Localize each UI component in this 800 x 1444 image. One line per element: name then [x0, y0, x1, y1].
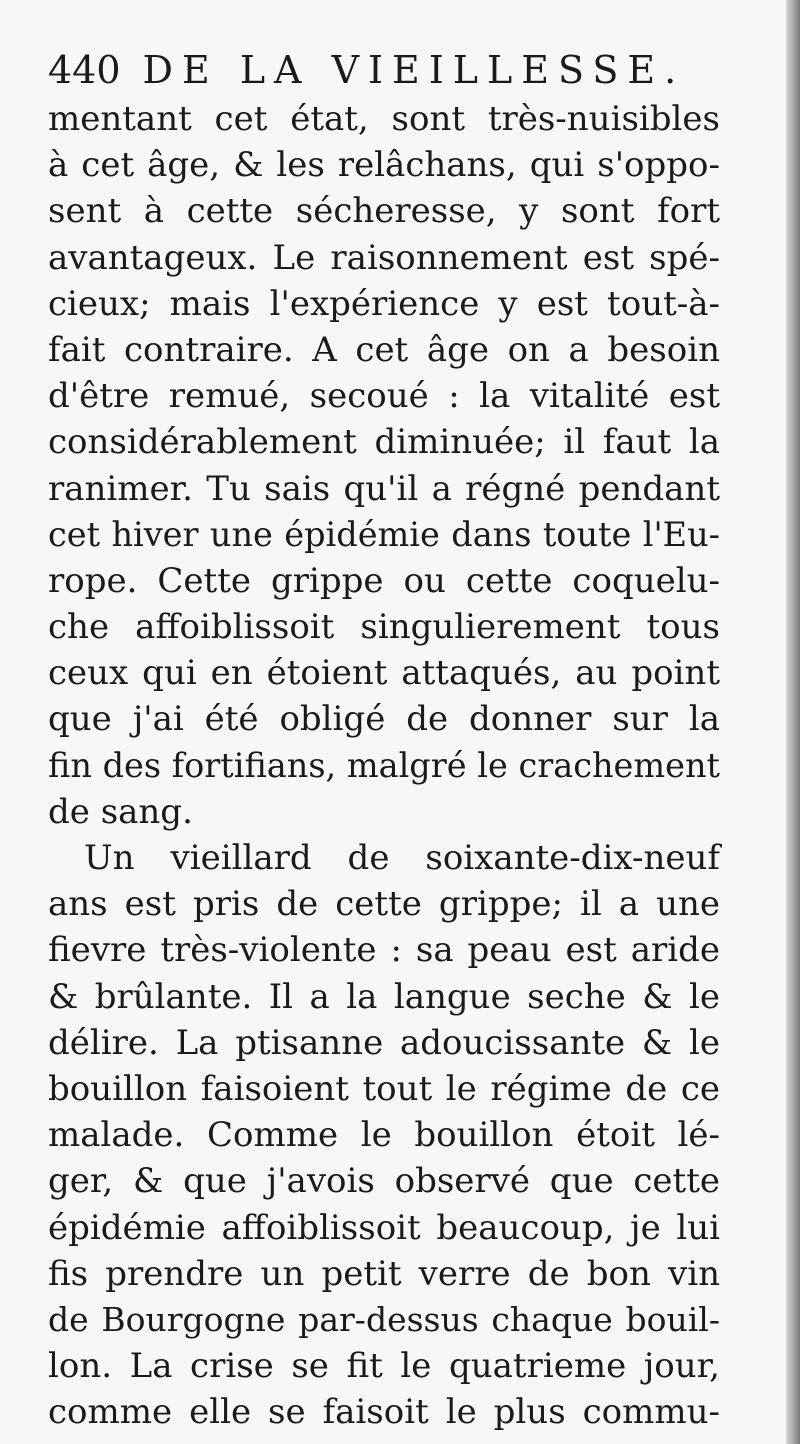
- text-line: ceux qui en étoient attaqués, au point: [48, 653, 720, 694]
- text-line: mentant cet état, sont très-nuisibles: [48, 99, 720, 139]
- text-line: de Bourgogne par-dessus chaque bouil-: [48, 1299, 720, 1339]
- text-line: cet hiver une épidémie dans toute l'Eu-: [48, 514, 720, 554]
- text-line: ans est pris de cette grippe; il a une: [48, 884, 720, 925]
- text-line: fin des fortifians, malgré le crachement: [48, 745, 720, 785]
- text-line: délire. La ptisanne adoucissante & le: [48, 1022, 720, 1063]
- text-line: ranimer. Tu sais qu'il a régné pendant: [48, 468, 720, 509]
- running-title: DE LA VIEILLESSE.: [142, 48, 686, 92]
- text-line: considérablement diminuée; il faut la: [48, 422, 720, 463]
- text-line: ger, & que j'avois observé que cette: [48, 1161, 720, 1202]
- text-line: & brûlante. Il a la langue seche & le: [48, 976, 720, 1017]
- text-line: bouillon faisoient tout le régime de ce: [48, 1068, 720, 1109]
- text-line: Un vieillard de soixante-dix-neuf: [84, 838, 720, 878]
- text-line: cieux; mais l'expérience y est tout-à-: [48, 283, 720, 324]
- text-line: épidémie affoiblissoit beaucoup, je lui: [48, 1207, 720, 1248]
- text-line: fievre très-violente : sa peau est aride: [48, 930, 720, 971]
- text-line: comme elle se faisoit le plus commu-: [48, 1392, 720, 1433]
- text-line: sent à cette sécheresse, y sont fort: [48, 191, 720, 232]
- text-line: d'être remué, secoué : la vitalité est: [48, 376, 720, 417]
- text-line: lon. La crise se fit le quatrieme jour,: [48, 1346, 720, 1387]
- text-line: che affoiblissoit singulierement tous: [48, 607, 720, 648]
- text-line: que j'ai été obligé de donner sur la: [48, 699, 720, 740]
- text-line: fait contraire. A cet âge on a besoin: [48, 329, 720, 370]
- text-line: de sang.: [48, 791, 193, 832]
- text-line: malade. Comme le bouillon étoit lé-: [48, 1115, 720, 1156]
- text-line: rope. Cette grippe ou cette coquelu-: [48, 560, 720, 601]
- text-line: avantageux. Le raisonnement est spé-: [48, 237, 720, 278]
- page-number: 440: [48, 48, 121, 92]
- running-head: [48, 44, 748, 96]
- page-edge-shadow: [786, 0, 800, 1444]
- text-line: à cet âge, & les relâchans, qui s'oppo-: [48, 145, 720, 186]
- body-text: [48, 96, 720, 1435]
- text-line: fis prendre un petit verre de bon vin: [48, 1253, 720, 1294]
